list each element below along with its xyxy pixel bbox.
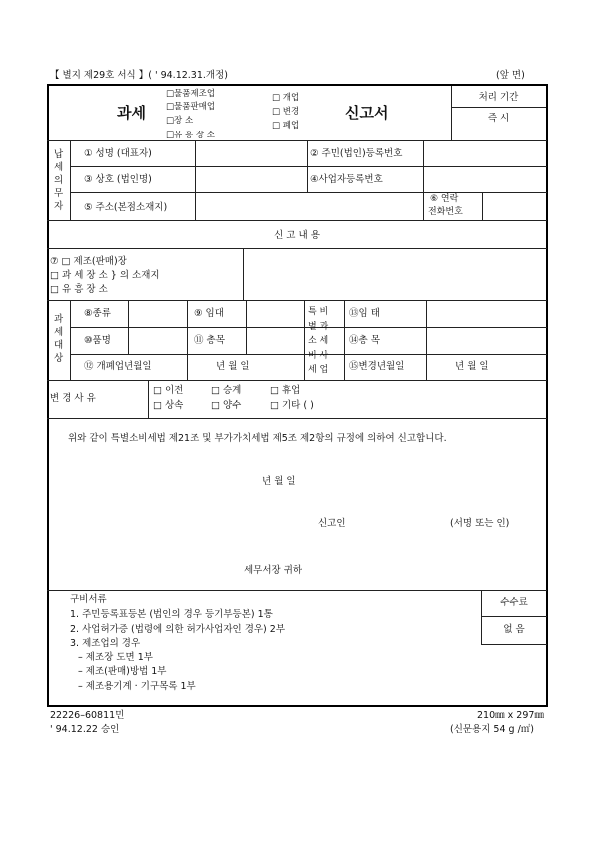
change-reason-label: 변 경 사 유 bbox=[50, 393, 96, 404]
fee-value: 없 음 bbox=[503, 624, 525, 635]
special-consumption-label: 특 비 별 과 소 세 비 사 세 업 bbox=[308, 307, 329, 375]
report-type-change[interactable]: □ 변경 bbox=[272, 107, 300, 117]
report-type-open[interactable]: □ 개업 bbox=[272, 93, 300, 103]
signature-label[interactable]: (서명 또는 인) bbox=[450, 518, 510, 529]
open-close-date-label: ⑫ 개폐업년월일 bbox=[84, 361, 152, 372]
location-line-1[interactable]: ⑦ □ 제조(판매)장 bbox=[50, 256, 127, 267]
report-type-close[interactable]: □ 폐업 bbox=[272, 121, 300, 131]
reason-transfer[interactable]: □ 양수 bbox=[211, 400, 242, 411]
title-left: 과세 bbox=[117, 104, 146, 122]
business-type-1[interactable]: □물품제조업 bbox=[166, 89, 216, 99]
change-date-value: 년 월 일 bbox=[455, 361, 489, 372]
document-item: 1. 주민등록표등본 (법인의 경우 등기부등본) 1통 bbox=[70, 609, 273, 620]
reason-suspension[interactable]: □ 휴업 bbox=[270, 385, 301, 396]
recipient-label: 세무서장 귀하 bbox=[244, 565, 303, 576]
paper-size: 210㎜ x 297㎜ bbox=[477, 710, 544, 721]
document-item: – 제조장 도면 1부 bbox=[78, 652, 153, 663]
processing-period-value: 즉 시 bbox=[487, 113, 510, 124]
address-label: ⑤ 주소(본점소재지) bbox=[84, 202, 168, 213]
name-label: ① 성명 (대표자) bbox=[84, 148, 152, 159]
document-item: 3. 제조업의 경우 bbox=[70, 638, 141, 649]
contact-label-1: ⑥ 연락 bbox=[430, 194, 459, 204]
business-type-4[interactable]: □유 흥 장 소 bbox=[166, 131, 215, 140]
change-date-label: ⑮변경년월일 bbox=[349, 361, 405, 372]
document-item: – 제조(판매)방법 1부 bbox=[78, 666, 167, 677]
approval-date: ' 94.12.22 승인 bbox=[50, 724, 120, 735]
goods-item-name-label: ⑩품명 bbox=[84, 335, 111, 346]
goods-type-label: ⑧종류 bbox=[84, 308, 111, 319]
contact-label-2: 전화번호 bbox=[428, 207, 463, 217]
title-right: 신고서 bbox=[345, 104, 389, 122]
declaration-date: 년 월 일 bbox=[262, 476, 296, 487]
taxable-side-label: 과 세 대 상 bbox=[54, 314, 64, 364]
fee-label: 수수료 bbox=[500, 597, 528, 608]
reporter-label: 신고인 bbox=[318, 518, 346, 529]
page-side-label: (앞 면) bbox=[496, 70, 525, 81]
taxpayer-side-label: 납 세 의 무 자 bbox=[54, 149, 64, 212]
business-type-3[interactable]: □장 소 bbox=[166, 116, 194, 126]
business-reg-no-label: ④사업자등록번호 bbox=[310, 174, 383, 185]
report-content-header: 신 고 내 용 bbox=[274, 230, 320, 241]
paper-type: (신문용지 54 g /㎡) bbox=[450, 724, 534, 735]
resident-no-label: ② 주민(법인)등록번호 bbox=[310, 148, 403, 159]
location-line-3[interactable]: □ 유 흥 장 소 bbox=[50, 284, 108, 295]
form-reference: 【 별지 제29호 서식 】( ' 94.12.31.개정) bbox=[50, 70, 228, 81]
goods-total-label: ⑪ 총목 bbox=[194, 335, 225, 346]
reason-relocation[interactable]: □ 이전 bbox=[153, 385, 184, 396]
processing-period-label: 처리 기간 bbox=[478, 92, 519, 103]
trade-name-label: ③ 상호 (법인명) bbox=[84, 174, 152, 185]
total-2-label: ⑭총 목 bbox=[349, 335, 380, 346]
document-item: 2. 사업허가증 (법령에 의한 허가사업자인 경우) 2부 bbox=[70, 624, 286, 635]
document-item: – 제조용기계 · 기구목록 1부 bbox=[78, 681, 196, 692]
location-line-2[interactable]: □ 과 세 장 소 } 의 소재지 bbox=[50, 270, 160, 281]
open-close-date-value: 년 월 일 bbox=[216, 361, 250, 372]
reason-inheritance[interactable]: □ 상속 bbox=[153, 400, 184, 411]
documents-title: 구비서류 bbox=[70, 594, 107, 605]
reason-succession[interactable]: □ 승계 bbox=[211, 385, 242, 396]
reason-other[interactable]: □ 기타 ( ) bbox=[270, 400, 314, 411]
declaration-statement: 위와 같이 특별소비세법 제21조 및 부가가치세법 제5조 제2항의 규정에 의하여 신고합니다. bbox=[68, 433, 447, 444]
goods-rent-label: ⑨ 임대 bbox=[194, 308, 224, 319]
rent-form-label: ⑬임 태 bbox=[349, 308, 380, 319]
business-type-2[interactable]: □물품판매업 bbox=[166, 102, 216, 112]
form-code: 22226–60811민 bbox=[50, 710, 125, 721]
